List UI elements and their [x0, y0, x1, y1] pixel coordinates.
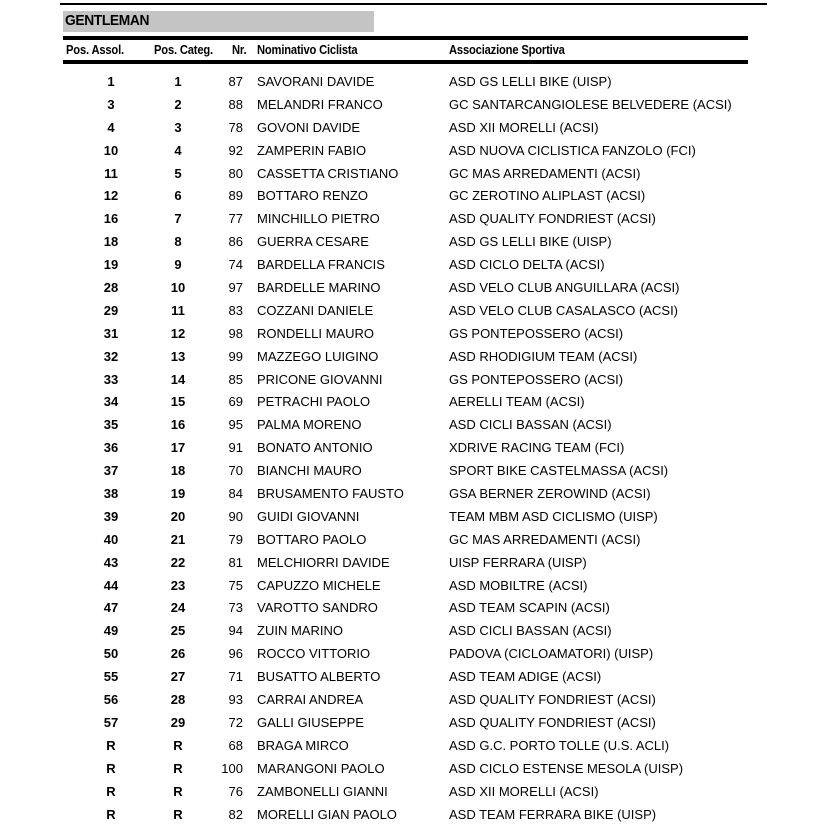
table-row: [0, 757, 826, 780]
number-cell: 86: [228, 234, 243, 250]
table-row: [0, 596, 826, 619]
table-row: [0, 322, 826, 345]
pos-assol-cell: 49: [103, 623, 119, 639]
association-cell: ASD QUALITY FONDRIEST (ACSI): [449, 692, 656, 708]
number-cell: 83: [228, 302, 243, 318]
pos-assol-cell: 37: [103, 463, 119, 479]
number-cell: 69: [228, 394, 243, 410]
association-cell: ASD XII MORELLI (ACSI): [449, 119, 599, 135]
cyclist-name-cell: BRAGA MIRCO: [257, 737, 349, 753]
association-cell: GS PONTEPOSSERO (ACSI): [449, 325, 624, 341]
table-row: [0, 528, 826, 551]
pos-categ-cell: R: [173, 783, 183, 799]
cyclist-name-cell: CAPUZZO MICHELE: [257, 577, 381, 593]
pos-categ-cell: R: [173, 737, 183, 753]
pos-categ-cell: 26: [170, 646, 186, 662]
number-cell: 84: [228, 486, 243, 502]
pos-assol-cell: 29: [103, 302, 119, 318]
pos-assol-cell: 44: [103, 577, 119, 593]
pos-assol-cell: 43: [103, 554, 119, 570]
association-cell: GSA BERNER ZEROWIND (ACSI): [449, 486, 651, 502]
pos-categ-cell: 2: [174, 96, 182, 112]
table-row: [0, 162, 826, 185]
association-cell: GC MAS ARREDAMENTI (ACSI): [449, 165, 641, 181]
pos-assol-cell: 28: [103, 280, 119, 296]
pos-categ-cell: R: [173, 760, 183, 776]
cyclist-name-cell: COZZANI DANIELE: [257, 302, 374, 318]
table-row: [0, 207, 826, 230]
top-rule: [60, 3, 767, 5]
association-cell: AERELLI TEAM (ACSI): [449, 394, 585, 410]
cyclist-name-cell: RONDELLI MAURO: [257, 325, 375, 341]
number-cell: 68: [228, 737, 243, 753]
association-cell: ASD XII MORELLI (ACSI): [449, 783, 599, 799]
pos-categ-cell: 5: [174, 165, 182, 181]
cyclist-name-cell: ROCCO VITTORIO: [257, 646, 371, 662]
cyclist-name-cell: GOVONI DAVIDE: [257, 119, 361, 135]
pos-assol-cell: 11: [104, 165, 118, 181]
pos-categ-cell: 10: [170, 280, 186, 296]
association-cell: ASD CICLI BASSAN (ACSI): [449, 623, 612, 639]
cyclist-name-cell: MELCHIORRI DAVIDE: [257, 554, 390, 570]
number-cell: 71: [228, 669, 243, 685]
cyclist-name-cell: CASSETTA CRISTIANO: [257, 165, 399, 181]
pos-assol-cell: 12: [103, 188, 119, 204]
pos-assol-cell: 50: [103, 646, 119, 662]
cyclist-name-cell: BARDELLE MARINO: [257, 280, 381, 296]
association-cell: GS PONTEPOSSERO (ACSI): [449, 371, 624, 387]
table-row: [0, 390, 826, 413]
pos-categ-cell: 22: [170, 554, 186, 570]
pos-categ-cell: 9: [174, 257, 182, 273]
pos-assol-cell: 4: [107, 119, 115, 135]
association-cell: GC ZEROTINO ALIPLAST (ACSI): [449, 188, 646, 204]
pos-assol-cell: 32: [103, 348, 119, 364]
pos-categ-cell: 14: [170, 371, 186, 387]
association-cell: ASD TEAM ADIGE (ACSI): [449, 669, 602, 685]
pos-assol-cell: 16: [103, 211, 119, 227]
pos-categ-cell: 8: [174, 234, 182, 250]
column-header-pos-assol: Pos. Assol.: [66, 42, 124, 57]
table-row: [0, 803, 826, 826]
association-cell: ASD RHODIGIUM TEAM (ACSI): [449, 348, 638, 364]
number-cell: 100: [221, 760, 243, 776]
cyclist-name-cell: MARANGONI PAOLO: [257, 760, 385, 776]
pos-assol-cell: 36: [103, 440, 119, 456]
association-cell: UISP FERRARA (UISP): [449, 554, 587, 570]
number-cell: 92: [228, 142, 243, 158]
association-cell: ASD VELO CLUB ANGUILLARA (ACSI): [449, 280, 680, 296]
number-cell: 82: [228, 806, 243, 822]
cyclist-name-cell: GUIDI GIOVANNI: [257, 508, 360, 524]
association-cell: ASD TEAM FERRARA BIKE (UISP): [449, 806, 657, 822]
association-cell: TEAM MBM ASD CICLISMO (UISP): [449, 508, 658, 524]
pos-categ-cell: 25: [170, 623, 186, 639]
pos-assol-cell: R: [106, 737, 116, 753]
table-row: [0, 734, 826, 757]
pos-categ-cell: 19: [170, 486, 186, 502]
table-row: [0, 368, 826, 391]
number-cell: 85: [228, 371, 243, 387]
number-cell: 81: [228, 554, 243, 570]
column-header-assoc: Associazione Sportiva: [449, 42, 565, 57]
number-cell: 72: [228, 714, 243, 730]
section-title: GENTLEMAN: [65, 12, 150, 29]
table-row: [0, 70, 826, 93]
pos-categ-cell: 18: [170, 463, 186, 479]
pos-assol-cell: 10: [103, 142, 119, 158]
association-cell: ASD GS LELLI BIKE (UISP): [449, 234, 612, 250]
cyclist-name-cell: PRICONE GIOVANNI: [257, 371, 383, 387]
pos-assol-cell: 40: [103, 531, 119, 547]
table-row: [0, 299, 826, 322]
cyclist-name-cell: GALLI GIUSEPPE: [257, 714, 364, 730]
number-cell: 73: [228, 600, 243, 616]
number-cell: 93: [228, 692, 243, 708]
pos-categ-cell: 27: [170, 669, 186, 685]
pos-assol-cell: R: [106, 760, 116, 776]
association-cell: ASD QUALITY FONDRIEST (ACSI): [449, 211, 656, 227]
pos-categ-cell: 20: [170, 508, 186, 524]
cyclist-name-cell: ZAMPERIN FABIO: [257, 142, 367, 158]
pos-categ-cell: 4: [174, 142, 182, 158]
table-row: [0, 184, 826, 207]
table-row: [0, 139, 826, 162]
cyclist-name-cell: BOTTARO PAOLO: [257, 531, 367, 547]
cyclist-name-cell: SAVORANI DAVIDE: [257, 74, 375, 89]
table-row: [0, 116, 826, 139]
pos-categ-cell: 11: [171, 302, 185, 318]
number-cell: 80: [228, 165, 243, 181]
pos-assol-cell: 3: [107, 96, 115, 112]
association-cell: GC SANTARCANGIOLESE BELVEDERE (ACSI): [449, 96, 732, 112]
association-cell: XDRIVE RACING TEAM (FCI): [449, 440, 625, 456]
association-cell: ASD CICLO ESTENSE MESOLA (UISP): [449, 760, 684, 776]
number-cell: 91: [228, 440, 243, 456]
pos-assol-cell: 19: [103, 257, 119, 273]
association-cell: GC MAS ARREDAMENTI (ACSI): [449, 531, 641, 547]
number-cell: 89: [228, 188, 243, 204]
number-cell: 87: [228, 74, 243, 89]
association-cell: ASD CICLI BASSAN (ACSI): [449, 417, 612, 433]
table-row: [0, 619, 826, 642]
table-row: [0, 276, 826, 299]
pos-categ-cell: 13: [170, 348, 186, 364]
pos-assol-cell: 39: [103, 508, 119, 524]
cyclist-name-cell: BIANCHI MAURO: [257, 463, 362, 479]
pos-assol-cell: 34: [103, 394, 119, 410]
association-cell: ASD NUOVA CICLISTICA FANZOLO (FCI): [449, 142, 696, 158]
pos-assol-cell: 55: [103, 669, 119, 685]
table-row: [0, 93, 826, 116]
cyclist-name-cell: ZUIN MARINO: [257, 623, 343, 639]
association-cell: SPORT BIKE CASTELMASSA (ACSI): [449, 463, 669, 479]
pos-assol-cell: 1: [107, 74, 115, 89]
table-row: [0, 505, 826, 528]
cyclist-name-cell: PETRACHI PAOLO: [257, 394, 371, 410]
cyclist-name-cell: ZAMBONELLI GIANNI: [257, 783, 388, 799]
table-row: [0, 482, 826, 505]
pos-assol-cell: 56: [103, 692, 119, 708]
table-row: [0, 459, 826, 482]
number-cell: 99: [228, 348, 243, 364]
table-row: [0, 642, 826, 665]
cyclist-name-cell: BARDELLA FRANCIS: [257, 257, 385, 273]
results-table: [0, 70, 826, 825]
table-row: [0, 253, 826, 276]
pos-categ-cell: R: [173, 806, 183, 822]
cyclist-name-cell: CARRAI ANDREA: [257, 692, 364, 708]
table-row: [0, 665, 826, 688]
pos-assol-cell: 18: [103, 234, 119, 250]
association-cell: ASD MOBILTRE (ACSI): [449, 577, 588, 593]
number-cell: 76: [228, 783, 243, 799]
pos-categ-cell: 28: [170, 692, 186, 708]
association-cell: PADOVA (CICLOAMATORI) (UISP): [449, 646, 654, 662]
pos-categ-cell: 6: [174, 188, 182, 204]
pos-assol-cell: 33: [103, 371, 119, 387]
table-row: [0, 574, 826, 597]
number-cell: 78: [228, 119, 243, 135]
pos-categ-cell: 16: [170, 417, 186, 433]
pos-categ-cell: 29: [170, 714, 186, 730]
cyclist-name-cell: MORELLI GIAN PAOLO: [257, 806, 397, 822]
association-cell: ASD G.C. PORTO TOLLE (U.S. ACLI): [449, 737, 670, 753]
pos-categ-cell: 21: [170, 531, 186, 547]
cyclist-name-cell: PALMA MORENO: [257, 417, 362, 433]
section-header: [63, 11, 374, 32]
pos-assol-cell: R: [106, 783, 116, 799]
pos-assol-cell: 31: [103, 325, 119, 341]
header-rule-bottom: [63, 60, 748, 64]
pos-assol-cell: 38: [103, 486, 119, 502]
table-row: [0, 688, 826, 711]
pos-assol-cell: R: [106, 806, 116, 822]
number-cell: 95: [228, 417, 243, 433]
column-header-pos-categ: Pos. Categ.: [154, 42, 214, 57]
table-row: [0, 711, 826, 734]
table-row: [0, 551, 826, 574]
pos-categ-cell: 15: [170, 394, 186, 410]
table-row: [0, 230, 826, 253]
cyclist-name-cell: BUSATTO ALBERTO: [257, 669, 381, 685]
pos-assol-cell: 35: [103, 417, 119, 433]
pos-categ-cell: 3: [174, 119, 182, 135]
table-row: [0, 780, 826, 803]
pos-categ-cell: 23: [170, 577, 186, 593]
table-row: [0, 413, 826, 436]
cyclist-name-cell: VAROTTO SANDRO: [257, 600, 378, 616]
pos-categ-cell: 12: [170, 325, 186, 341]
pos-categ-cell: 1: [174, 74, 182, 89]
number-cell: 97: [228, 280, 243, 296]
header-rule-top: [63, 36, 748, 40]
cyclist-name-cell: MELANDRI FRANCO: [257, 96, 383, 112]
number-cell: 75: [228, 577, 243, 593]
cyclist-name-cell: MINCHILLO PIETRO: [257, 211, 380, 227]
pos-assol-cell: 57: [103, 714, 119, 730]
number-cell: 94: [228, 623, 243, 639]
association-cell: ASD VELO CLUB CASALASCO (ACSI): [449, 302, 679, 318]
cyclist-name-cell: MAZZEGO LUIGINO: [257, 348, 379, 364]
pos-categ-cell: 24: [170, 600, 186, 616]
number-cell: 74: [228, 257, 243, 273]
pos-categ-cell: 17: [170, 440, 186, 456]
number-cell: 77: [228, 211, 243, 227]
cyclist-name-cell: BOTTARO RENZO: [257, 188, 368, 204]
number-cell: 90: [228, 508, 243, 524]
cyclist-name-cell: GUERRA CESARE: [257, 234, 369, 250]
number-cell: 79: [228, 531, 243, 547]
pos-categ-cell: 7: [174, 211, 182, 227]
table-row: [0, 345, 826, 368]
association-cell: ASD CICLO DELTA (ACSI): [449, 257, 605, 273]
number-cell: 88: [228, 96, 243, 112]
pos-assol-cell: 47: [103, 600, 119, 616]
cyclist-name-cell: BRUSAMENTO FAUSTO: [257, 486, 404, 502]
column-header-nr: Nr.: [232, 42, 247, 57]
association-cell: ASD TEAM SCAPIN (ACSI): [449, 600, 610, 616]
association-cell: ASD GS LELLI BIKE (UISP): [449, 74, 612, 89]
number-cell: 98: [228, 325, 243, 341]
table-row: [0, 436, 826, 459]
association-cell: ASD QUALITY FONDRIEST (ACSI): [449, 714, 656, 730]
cyclist-name-cell: BONATO ANTONIO: [257, 440, 373, 456]
number-cell: 96: [228, 646, 243, 662]
column-header-name: Nominativo Ciclista: [257, 42, 358, 57]
number-cell: 70: [228, 463, 243, 479]
